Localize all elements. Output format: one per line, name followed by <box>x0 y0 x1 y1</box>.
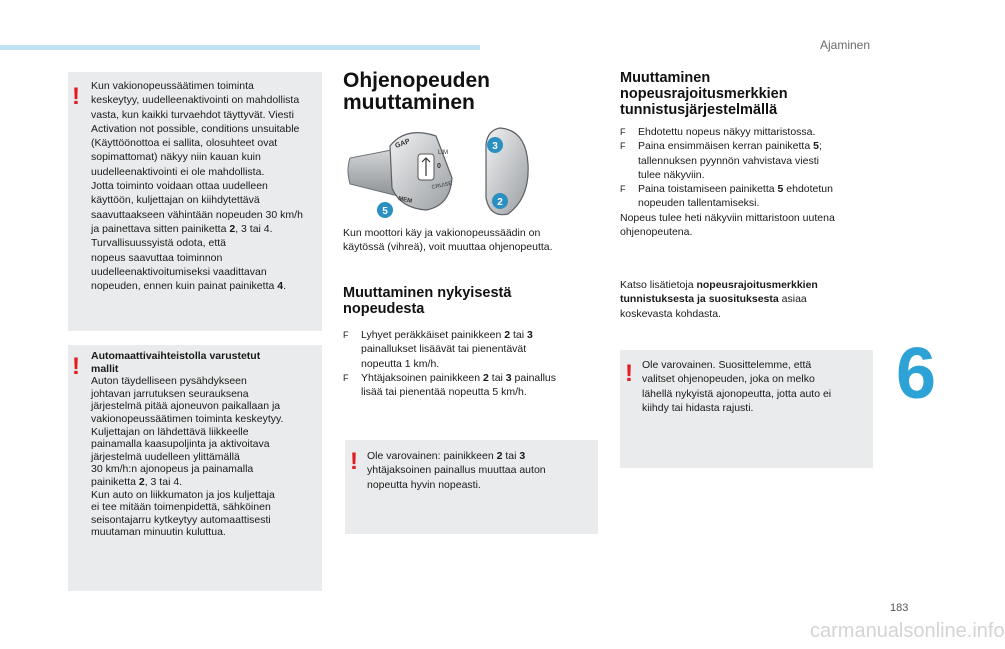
heading-sign-recognition: Muuttaminen nopeusrajoitusmerkkien tunnistusjärjestelmällä <box>620 70 788 118</box>
recognition-list: F Ehdotettu nopeus näkyy mittaristossa. F Paina ensimmäisen kerran painiketta 5; tallennuksen pyynnön vahvistava viesti tulee näkyviin. F Paina toistamiseen painiketta 5 ehdotetun nopeuden tallentamiseksi. Nopeus tulee heti näkyviin mittaristoon uutena ohjenopeutena. <box>620 125 880 239</box>
chapter-number: 6 <box>896 334 937 414</box>
section-title: Ajaminen <box>820 38 871 52</box>
warning-icon: ! <box>72 353 80 380</box>
list-item: F Ehdotettu nopeus näkyy mittaristossa. <box>620 126 816 138</box>
bullet-icon: F <box>620 141 626 152</box>
header-accent-bar <box>0 45 480 50</box>
mem-label: MEM <box>397 196 413 205</box>
list-item: F Yhtäjaksoinen painikkeen 2 tai 3 painallus lisää tai pienentää nopeutta 5 km/h. <box>343 371 557 399</box>
lim-label: LIM <box>438 150 449 156</box>
bullet-icon: F <box>343 372 349 383</box>
gap-label: GAP <box>394 138 411 150</box>
page-number: 183 <box>890 602 909 614</box>
svg-text:2: 2 <box>497 197 503 208</box>
svg-text:5: 5 <box>382 206 388 217</box>
list-item: F Lyhyet peräkkäiset painikkeen 2 tai 3 painallukset lisäävät tai pienentävät nopeutta 1 km/h. <box>343 329 533 370</box>
speed-change-list <box>343 328 603 399</box>
intro-text: Kun moottori käy ja vakionopeussäädin on käytössä (vihreä), voit muuttaa ohjenopeutta. <box>343 227 553 254</box>
cruise-label: CRUISE <box>431 180 453 191</box>
warning-icon: ! <box>625 360 633 387</box>
list-item: F Paina ensimmäisen kerran painiketta 5; tallennuksen pyynnön vahvistava viesti tulee näkyviin. <box>620 140 822 181</box>
speed-note-text: Ole varovainen: painikkeen 2 tai 3 yhtäjaksoinen painallus muuttaa auton nopeutta hyvin nopeasti. <box>367 450 546 491</box>
warning-icon: ! <box>72 83 80 110</box>
bullet-icon: F <box>620 127 626 137</box>
warning-icon: ! <box>350 448 358 475</box>
see-also-text: Katso lisätietoja nopeusrajoitusmerkkien tunnistuksesta ja suosituksesta asiaa koskevasta kohdasta. <box>620 279 818 320</box>
page-heading: Ohjenopeuden muuttaminen <box>343 69 490 114</box>
recommendation-text: Ole varovainen. Suosittelemme, että valitset ohjenopeuden, joka on melko lähellä nykyistä ajonopeutta, jotta auto ei kiihdy tai hidasta rajusti. <box>642 359 832 414</box>
bullet-icon: F <box>343 330 349 340</box>
subheading-current-speed: Muuttaminen nykyisestä nopeudesta <box>343 285 512 317</box>
cruise-control-stalk-figure <box>340 118 540 224</box>
watermark: carmanualsonline.info <box>810 620 1005 642</box>
list-item: F Paina toistamiseen painiketta 5 ehdotetun nopeuden tallentamiseksi. <box>620 183 833 210</box>
zero-label: 0 <box>437 163 441 170</box>
bullet-icon: F <box>620 184 626 195</box>
reactivation-text: Kun vakionopeussäätimen toiminta keskeytyy, uudelleenaktivointi on mahdollista vasta, kun kaikki turvaehdot täyttyvät. Viesti Activation not possible, conditions unsuitable (Käyttöönottoa ei sallita, olosuhteet ovat sopimattomat) näkyy niin kauan kuin uudelleenaktivointi ei ole mahdollista. Jotta toiminto voidaan ottaa uudelleen käyttöön, kuljettajan on kiihdytettävä saavuttaakseen vähintään nopeuden 30 km/h ja painettava sitten painiketta 2, 3 tai 4. Turvallisuussyistä odota, että nopeus saavuttaa toiminnon uudelleenaktivoitumiseksi vaadittavan nopeuden, ennen kuin painat painiketta 4. <box>91 80 303 293</box>
svg-text:3: 3 <box>492 141 498 152</box>
automatic-text: Automaattivaihteistolla varustetut mallit Auton täydelliseen pysähdykseen johtavan jarrutuksen seurauksena järjestelmä pitää ajoneuvon paikallaan ja vakionopeussäätimen toiminta keskeytyy. Kuljettajan on lähdettävä liikkeelle painamalla kaasupoljinta ja aktivoitava järjestelmä uudelleen ylittämällä 30 km/h:n ajonopeus ja painamalla painiketta 2, 3 tai 4. Kun auto on liikkumaton ja jos kuljettaja ei tee mitään toimenpidettä, sähköinen seisontajarru kytkeytyy automaattisesti muutaman minuutin kuluttua. <box>91 350 284 539</box>
